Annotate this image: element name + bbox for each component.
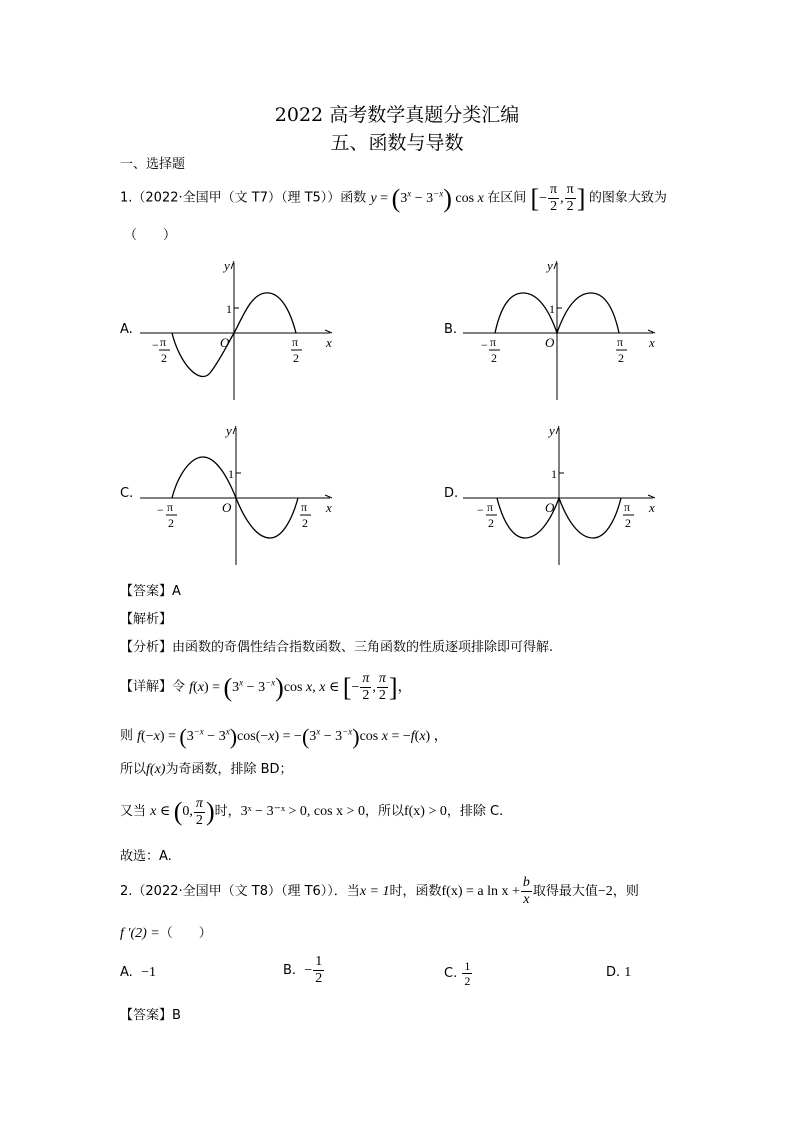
q2-answer: 【答案】B	[120, 1008, 181, 1023]
neg-two: 2	[168, 516, 174, 530]
one-label: 1	[226, 302, 232, 316]
q1-detail-line1: 【详解】令 $f(x) = (3^x - 3^{-x})\cos$ x, x ∈ [− $\frac{\pi}{2}$ , $\frac{\pi}{2}$ ]，	[120, 670, 412, 703]
q1-fenxi: 【分析】由函数的奇偶性结合指数函数、三角函数的性质逐项排除即可得解.	[120, 640, 554, 655]
y-label: y	[226, 423, 232, 438]
neg-pi: π	[487, 500, 494, 514]
neg-sign: −	[157, 503, 164, 517]
q1-detail-line2: 则 $f(-x) = (3^{-x} - 3^x)\cos(-x) = -(3^x - 3^{-x})\cos$ x = −f(x) ，	[120, 723, 448, 749]
one-label: 1	[551, 467, 557, 481]
q1-line4-cond: 3ˣ − 3⁻ˣ > 0, cos x > 0	[240, 804, 365, 820]
q1-detail-label: 【详解】令	[120, 679, 186, 695]
q1-line3-so: 所以	[120, 762, 147, 777]
q1-func-y: y	[370, 190, 377, 206]
q1-line3-rest: 为奇函数，排除 BD；	[165, 762, 293, 777]
pos-pi: π	[292, 335, 299, 349]
neg-two: 2	[491, 351, 497, 365]
y-label: y	[549, 423, 555, 438]
q1-func-x: x	[407, 188, 412, 198]
neg-pi: π	[160, 335, 167, 349]
q2-option-d: D. 1	[606, 965, 632, 980]
x-label: x	[649, 335, 655, 350]
q1-func-x2: x	[477, 190, 484, 206]
neg-sign: −	[152, 338, 159, 352]
q2-line2	[120, 922, 212, 942]
origin-label: O	[222, 500, 232, 515]
q2-maxval: −2	[597, 884, 613, 899]
pos-pi: π	[617, 335, 624, 349]
q2-func-frac: $\frac{b}{x}$	[522, 875, 530, 907]
q2-end: ，则	[612, 884, 639, 899]
q1-line4-so: ，所以	[364, 804, 404, 820]
y-label: y	[547, 258, 553, 273]
q2-func: f(x) = a ln x +	[441, 884, 520, 899]
q1-func-3x: 3	[400, 190, 408, 206]
q1-line3-fx: f(x)	[146, 762, 166, 777]
graph-a-letter: A.	[120, 322, 133, 337]
pos-pi: π	[624, 500, 631, 514]
q1-conclusion: 故选：A.	[120, 849, 172, 864]
q2-option-a: A. −1	[120, 965, 156, 980]
neg-pi: π	[167, 500, 174, 514]
q1-line2-prefix: 则	[120, 728, 134, 744]
q2-mid: 时，函数	[389, 884, 442, 899]
q2-prefix: 2.（2022·全国甲（文 T8）（理 T6））．当	[120, 884, 360, 899]
q1-interval-left-frac: $\frac{\pi}{2}$	[550, 181, 558, 214]
neg-sign: −	[481, 338, 488, 352]
origin-label: O	[220, 335, 230, 350]
graph-b	[463, 255, 663, 405]
origin-label: O	[545, 335, 555, 350]
q1-line4-end: ，排除 C.	[446, 804, 504, 820]
q1-interval-neg: −	[539, 190, 548, 206]
q1-func-minus3: − 3	[411, 190, 434, 206]
q2-after: 取得最大值	[532, 884, 598, 899]
graph-c-letter: C.	[120, 486, 134, 501]
q1-suffix: 的图象大致为	[588, 190, 667, 206]
q1-detail-line4: 又当 x ∈ (0, $\frac{\pi}{2}$ )时，3ˣ − 3⁻ˣ > 0, cos x > 0，所以f(x) > 0，排除 C.	[120, 795, 504, 828]
curve	[172, 457, 298, 538]
q2-stem	[120, 872, 639, 912]
q1-line4-mid: 时，	[214, 804, 241, 820]
one-label: 1	[228, 467, 234, 481]
q2-paren: （ ）	[159, 926, 212, 941]
pos-pi: π	[301, 500, 308, 514]
x-label: x	[649, 500, 655, 515]
graph-b-letter: B.	[444, 322, 458, 337]
one-label: 1	[549, 302, 555, 316]
q1-func-after: 在区间	[487, 190, 527, 206]
q1-interval-right-frac: $\frac{\pi}{2}$	[566, 181, 574, 214]
q1-detail-line3	[120, 758, 293, 782]
neg-sign: −	[477, 503, 484, 517]
q1-analysis-label: 【解析】	[120, 612, 173, 627]
q1-func-negx: −x	[433, 188, 444, 198]
q2-option-b: B. − $\frac{1}{2}$	[283, 954, 323, 986]
q2-fprime: f ′(2) =	[120, 926, 160, 941]
neg-two: 2	[488, 516, 494, 530]
neg-two: 2	[161, 351, 167, 365]
graph-c	[140, 420, 340, 570]
q1-paren: （ ）	[124, 228, 177, 243]
q1-line4-fx: f(x) > 0	[403, 804, 447, 820]
pos-two: 2	[302, 516, 308, 530]
q1-func-cos: cos	[455, 190, 475, 206]
page-subtitle: 五、函数与导数	[330, 132, 464, 154]
section-heading: 一、选择题	[120, 157, 186, 172]
pos-two: 2	[293, 351, 299, 365]
x-label: x	[326, 500, 332, 515]
page-title: 2022 高考数学真题分类汇编	[274, 104, 520, 126]
q1-stem: 1.（2022·全国甲（文 T7）（理 T5））函数 $y = (3^x - 3^{-x})$ cos x 在区间 [− $\frac{\pi}{2}$ , $\frac{\pi}{2}$ ] 的图象大致为	[120, 181, 667, 214]
q1-answer: 【答案】A	[120, 584, 181, 599]
y-label: y	[224, 258, 230, 273]
graph-d-letter: D.	[444, 486, 459, 501]
origin-label: O	[545, 500, 555, 515]
pos-two: 2	[618, 351, 624, 365]
neg-pi: π	[490, 335, 497, 349]
q2-cond: x = 1	[359, 884, 390, 899]
q2-option-c: C. $\frac{1}{2}$	[444, 959, 471, 988]
graph-d	[463, 420, 663, 570]
pos-two: 2	[625, 516, 631, 530]
q1-line4-prefix: 又当	[120, 804, 147, 820]
q1-prefix: 1.（2022·全国甲（文 T7）（理 T5））函数	[120, 190, 367, 206]
graph-a	[140, 255, 340, 405]
x-label: x	[326, 335, 332, 350]
